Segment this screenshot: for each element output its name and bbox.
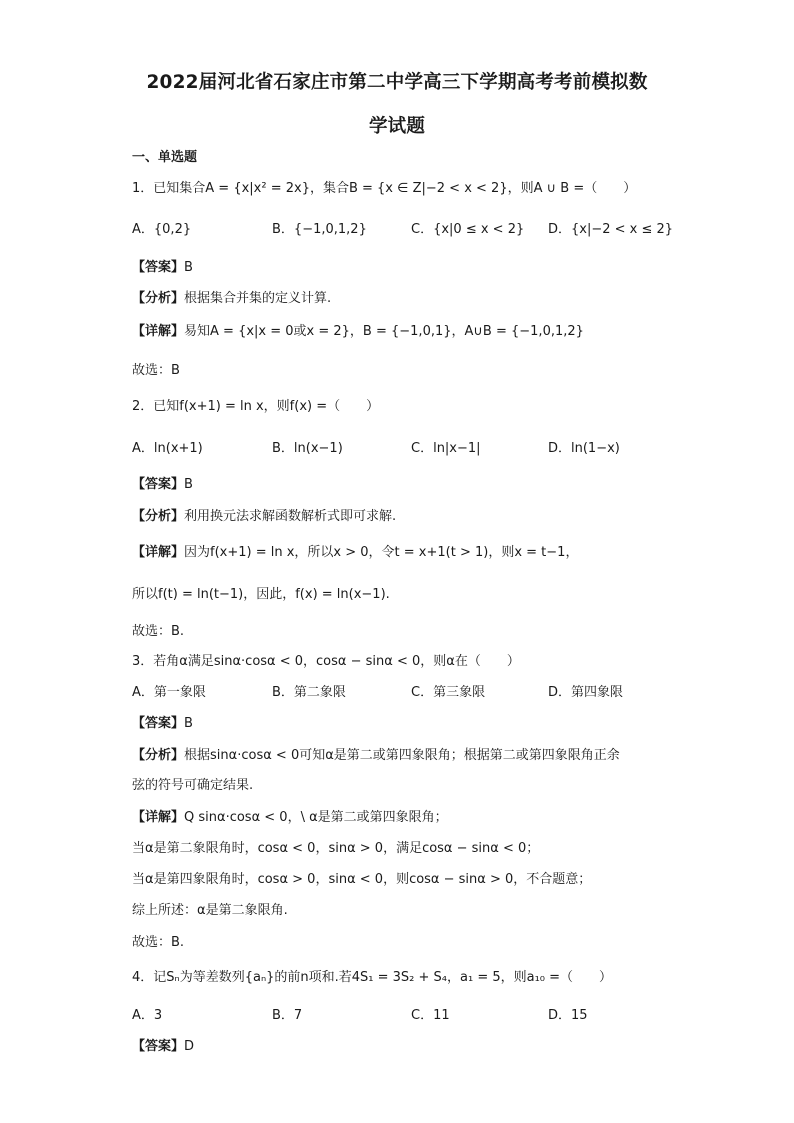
q2-analysis-row — [132, 505, 396, 524]
doc-title-line1: 2022届河北省石家庄市第二中学高三下学期高考考前模拟数 — [146, 72, 648, 93]
q3-detail2: 当α是第二象限角时，cosα < 0，sinα > 0，满足cosα − sinα < 0； — [132, 841, 540, 856]
q4-option-d: D．15 — [548, 1008, 588, 1023]
detail-tag: 【详解】 — [132, 324, 185, 339]
q1-option-a: A．{0,2} — [132, 222, 192, 237]
q3-analysis-1: 根据sinα·cosα < 0可知α是第二或第四象限角；根据第二或第四象限角正余 — [184, 748, 620, 763]
answer-tag: 【答案】 — [132, 1039, 185, 1054]
answer-tag: 【答案】 — [132, 716, 185, 731]
answer-tag: 【答案】 — [132, 477, 185, 492]
q1-detail-row — [132, 320, 584, 339]
q1-analysis-row — [132, 287, 331, 306]
q4-answer-row — [132, 1035, 194, 1054]
analysis-tag: 【分析】 — [132, 509, 185, 524]
q4-option-c: C．11 — [411, 1008, 450, 1023]
q3-stem: 3．若角α满足sinα·cosα < 0，cosα − sinα < 0，则α在（ ） — [132, 654, 520, 669]
section-heading: 一、单选题 — [132, 150, 198, 165]
q3-answer-row — [132, 712, 193, 731]
detail-tag: 【详解】 — [132, 810, 185, 825]
q2-detail-row — [132, 541, 578, 560]
q2-option-b: B．ln(x−1) — [272, 441, 343, 456]
q2-analysis: 利用换元法求解函数解析式即可求解. — [184, 509, 397, 524]
q3-option-b: B．第二象限 — [272, 685, 346, 700]
q2-option-d: D．ln(1−x) — [548, 441, 620, 456]
q4-stem: 4．记Sₙ为等差数列{aₙ}的前n项和.若4S₁ = 3S₂ + S₄，a₁ = 5，则a₁₀ =（ ） — [132, 970, 613, 985]
analysis-tag: 【分析】 — [132, 291, 185, 306]
q2-conclusion: 故选：B. — [132, 624, 185, 639]
q4-option-b: B．7 — [272, 1008, 303, 1023]
doc-title-line2: 学试题 — [368, 116, 426, 137]
q3-answer: B — [184, 716, 193, 731]
q4-option-a: A．3 — [132, 1008, 163, 1023]
q1-option-c: C．{x|0 ≤ x < 2} — [411, 222, 525, 237]
q1-detail: 易知A = {x|x = 0或x = 2}，B = {−1,0,1}，A∪B = {−1,0,1,2} — [184, 324, 584, 339]
q3-conclusion: 故选：B. — [132, 935, 185, 950]
q3-option-d: D．第四象限 — [548, 685, 624, 700]
q4-answer: D — [184, 1039, 195, 1054]
q2-answer: B — [184, 477, 193, 492]
q1-analysis: 根据集合并集的定义计算. — [184, 291, 332, 306]
detail-tag: 【详解】 — [132, 545, 185, 560]
q2-detail2: 所以f(t) = ln(t−1)，因此，f(x) = ln(x−1). — [132, 587, 390, 602]
q3-detail3: 当α是第四象限角时，cosα > 0，sinα < 0，则cosα − sinα > 0，不合题意； — [132, 872, 592, 887]
q2-detail: 因为f(x+1) = ln x，所以x > 0，令t = x+1(t > 1)，则x = t−1， — [184, 545, 579, 560]
q3-option-a: A．第一象限 — [132, 685, 206, 700]
q3-option-c: C．第三象限 — [411, 685, 486, 700]
q2-option-c: C．ln|x−1| — [411, 441, 481, 456]
answer-tag: 【答案】 — [132, 260, 185, 275]
analysis-tag: 【分析】 — [132, 748, 185, 763]
q1-option-b: B．{−1,0,1,2} — [272, 222, 367, 237]
q3-detail4: 综上所述：α是第二象限角. — [132, 903, 288, 918]
q1-stem: 1．已知集合A = {x|x² = 2x}，集合B = {x ∈ Z|−2 < x < 2}，则A ∪ B =（ ） — [132, 181, 637, 196]
q2-option-a: A．ln(x+1) — [132, 441, 203, 456]
q3-analysis-2: 弦的符号可确定结果. — [132, 778, 254, 793]
q1-answer-row — [132, 256, 193, 275]
q2-stem: 2．已知f(x+1) = ln x，则f(x) =（ ） — [132, 399, 380, 414]
q1-conclusion: 故选：B — [132, 363, 180, 378]
q3-detail-row — [132, 806, 448, 825]
q3-analysis-row — [132, 744, 620, 763]
q1-answer: B — [184, 260, 193, 275]
q3-detail: Q sinα·cosα < 0，\ α是第二或第四象限角； — [184, 810, 448, 825]
q1-option-d: D．{x|−2 < x ≤ 2} — [548, 222, 674, 237]
q2-answer-row — [132, 473, 193, 492]
